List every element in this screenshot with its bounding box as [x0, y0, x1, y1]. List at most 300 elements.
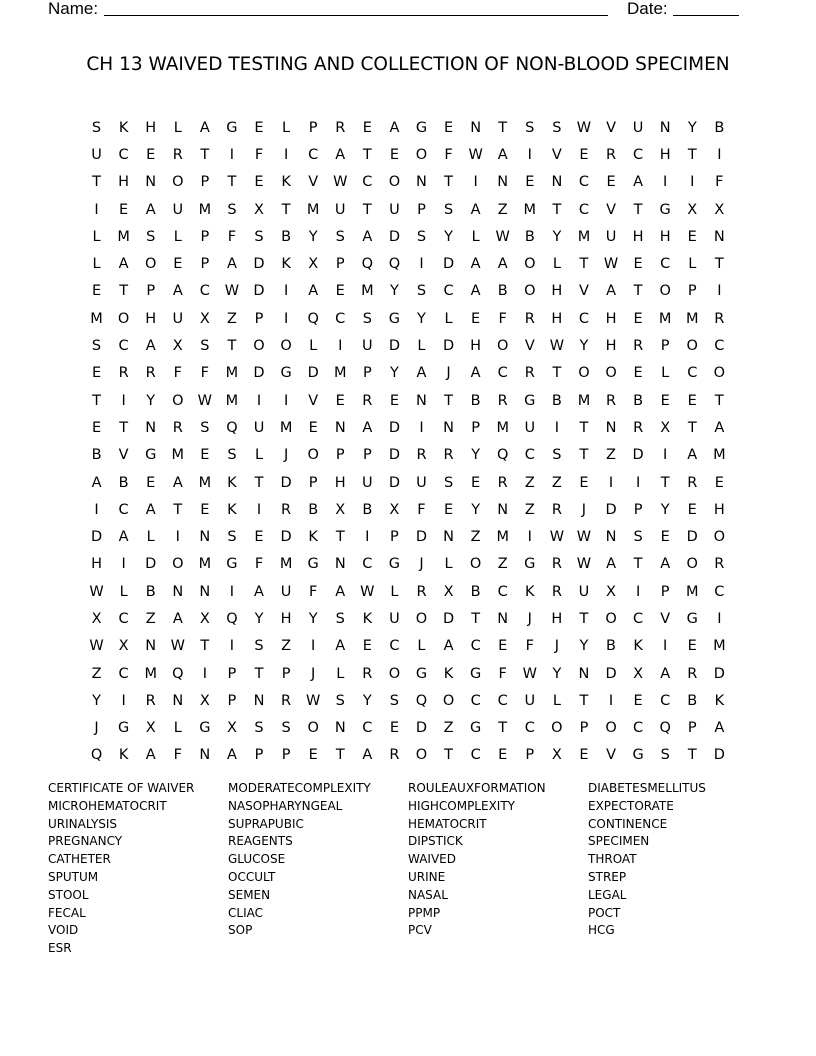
- grid-letter: P: [254, 310, 264, 327]
- grid-letter: I: [283, 392, 289, 409]
- grid-letter: M: [144, 665, 157, 682]
- grid-letter: S: [552, 119, 562, 136]
- grid-letter: M: [198, 556, 212, 573]
- grid-letter: I: [283, 146, 289, 163]
- grid-letter: E: [443, 501, 454, 518]
- grid-letter: C: [308, 146, 319, 163]
- grid-letter: T: [579, 447, 589, 464]
- grid-letter: P: [362, 447, 372, 464]
- grid-letter: T: [281, 201, 291, 218]
- grid-letter: E: [498, 747, 508, 764]
- date-field-line: [673, 15, 739, 16]
- grid-letter: J: [419, 556, 424, 573]
- grid-letter: O: [388, 665, 401, 682]
- grid-letter: T: [552, 201, 562, 218]
- grid-letter: T: [200, 638, 210, 655]
- grid-letter: R: [714, 310, 725, 327]
- grid-letter: A: [497, 256, 508, 273]
- name-label: Name:: [48, 0, 99, 18]
- grid-letter: I: [256, 501, 262, 518]
- grid-letter: A: [145, 338, 156, 355]
- grid-letter: Y: [146, 392, 156, 409]
- grid-letter: H: [145, 119, 157, 136]
- grid-letter: C: [524, 447, 535, 464]
- grid-letter: E: [660, 392, 670, 409]
- grid-letter: T: [119, 283, 129, 300]
- grid-letter: I: [311, 638, 316, 655]
- grid-letter: Y: [389, 283, 399, 300]
- grid-letter: R: [362, 392, 373, 409]
- grid-letter: Y: [471, 447, 481, 464]
- grid-letter: R: [281, 501, 292, 518]
- grid-letter: S: [416, 283, 427, 300]
- grid-letter: D: [280, 529, 292, 546]
- grid-letter: U: [362, 338, 373, 355]
- grid-letter: I: [635, 583, 641, 600]
- grid-letter: X: [551, 747, 562, 764]
- word-bank-item: HCG: [588, 923, 615, 938]
- word-bank-item: CERTIFICATE OF WAIVER: [48, 781, 195, 795]
- grid-letter: T: [92, 392, 101, 409]
- grid-letter: H: [334, 474, 346, 491]
- grid-letter: J: [527, 610, 532, 627]
- grid-letter: N: [470, 119, 482, 136]
- grid-letter: E: [91, 365, 102, 382]
- grid-letter: T: [633, 283, 643, 300]
- grid-letter: Z: [606, 447, 616, 464]
- grid-letter: N: [253, 692, 265, 709]
- grid-letter: R: [118, 365, 129, 382]
- grid-letter: E: [362, 638, 372, 655]
- word-bank-item: SPECIMEN: [588, 834, 650, 849]
- grid-letter: N: [172, 692, 184, 709]
- grid-letter: L: [146, 529, 155, 546]
- grid-letter: D: [415, 529, 428, 546]
- grid-letter: A: [362, 228, 373, 245]
- grid-letter: F: [498, 665, 507, 682]
- grid-letter: A: [172, 610, 183, 627]
- grid-letter: K: [714, 692, 725, 709]
- grid-letter: W: [576, 529, 592, 546]
- grid-letter: L: [444, 556, 453, 573]
- grid-letter: B: [470, 392, 481, 409]
- grid-letter: L: [552, 692, 561, 709]
- grid-letter: A: [660, 556, 671, 573]
- grid-letter: W: [89, 583, 104, 600]
- grid-letter: D: [632, 447, 644, 464]
- grid-letter: P: [227, 692, 237, 709]
- grid-row: [83, 223, 733, 250]
- grid-letter: P: [308, 474, 318, 491]
- grid-letter: A: [308, 283, 319, 300]
- grid-letter: S: [389, 692, 399, 709]
- grid-letter: R: [145, 365, 156, 382]
- grid-letter: X: [172, 338, 183, 355]
- grid-letter: N: [605, 419, 617, 436]
- grid-letter: D: [388, 228, 400, 245]
- grid-letter: R: [551, 501, 562, 518]
- word-bank-item: URINALYSIS: [48, 816, 118, 831]
- word-bank: [48, 780, 788, 958]
- grid-letter: X: [226, 720, 237, 737]
- grid-letter: Q: [90, 747, 103, 764]
- grid-letter: E: [254, 174, 264, 191]
- grid-letter: X: [687, 201, 698, 218]
- grid-letter: P: [227, 665, 237, 682]
- grid-letter: O: [144, 256, 157, 273]
- grid-letter: R: [145, 692, 156, 709]
- word-bank-item: ROULEAUXFORMATION: [408, 781, 546, 795]
- grid-letter: D: [605, 665, 617, 682]
- grid-letter: O: [253, 338, 265, 355]
- grid-letter: O: [713, 365, 726, 382]
- grid-letter: E: [389, 146, 399, 163]
- grid-letter: D: [388, 419, 400, 436]
- grid-letter: H: [632, 228, 644, 245]
- word-bank-item: LEGAL: [588, 887, 627, 902]
- grid-letter: A: [470, 365, 481, 382]
- grid-letter: D: [388, 447, 400, 464]
- grid-letter: T: [579, 610, 589, 627]
- grid-letter: X: [118, 638, 129, 655]
- grid-letter: A: [362, 747, 373, 764]
- grid-letter: V: [606, 201, 616, 218]
- grid-letter: R: [551, 583, 562, 600]
- grid-letter: K: [525, 583, 535, 600]
- grid-letter: T: [633, 201, 643, 218]
- grid-letter: T: [687, 146, 697, 163]
- grid-letter: S: [200, 338, 210, 355]
- grid-letter: E: [335, 392, 345, 409]
- grid-letter: E: [254, 119, 264, 136]
- grid-letter: I: [663, 174, 668, 191]
- grid-letter: F: [498, 310, 507, 327]
- grid-letter: R: [362, 665, 373, 682]
- grid-letter: R: [633, 419, 644, 436]
- word-bank-item: SPUTUM: [48, 869, 99, 884]
- grid-letter: U: [334, 201, 346, 218]
- grid-letter: Y: [579, 638, 589, 655]
- grid-letter: U: [91, 146, 102, 163]
- grid-letter: X: [714, 201, 725, 218]
- grid-letter: N: [497, 174, 509, 191]
- grid-letter: F: [173, 747, 182, 764]
- grid-letter: L: [119, 583, 128, 600]
- grid-letter: G: [524, 556, 536, 573]
- grid-letter: V: [606, 119, 616, 136]
- grid-letter: P: [308, 119, 318, 136]
- grid-letter: T: [714, 392, 724, 409]
- grid-letter: X: [389, 501, 400, 518]
- grid-letter: L: [688, 256, 697, 273]
- grid-letter: L: [309, 338, 318, 355]
- grid-letter: U: [389, 201, 400, 218]
- grid-letter: V: [308, 174, 319, 191]
- grid-letter: V: [524, 338, 535, 355]
- grid-letter: A: [497, 146, 508, 163]
- grid-letter: M: [198, 474, 212, 491]
- grid-letter: Z: [443, 720, 454, 737]
- grid-letter: Q: [361, 256, 374, 273]
- grid-letter: W: [549, 338, 565, 355]
- grid-letter: R: [497, 474, 508, 491]
- grid-letter: E: [308, 419, 318, 436]
- grid-letter: H: [145, 310, 157, 327]
- grid-letter: I: [94, 501, 99, 518]
- grid-row: [83, 687, 733, 714]
- word-bank-column: [48, 780, 228, 958]
- grid-letter: O: [442, 692, 455, 709]
- grid-letter: C: [335, 310, 346, 327]
- grid-letter: I: [663, 447, 668, 464]
- grid-letter: O: [172, 556, 184, 573]
- grid-letter: S: [254, 638, 264, 655]
- grid-letter: C: [118, 146, 129, 163]
- grid-letter: S: [335, 228, 345, 245]
- grid-letter: H: [551, 283, 563, 300]
- grid-letter: O: [497, 338, 509, 355]
- grid-letter: F: [525, 638, 534, 655]
- grid-letter: T: [444, 747, 453, 764]
- grid-letter: I: [419, 419, 424, 436]
- grid-letter: C: [497, 692, 508, 709]
- word-bank-column: [228, 780, 408, 958]
- grid-letter: J: [446, 365, 451, 382]
- grid-letter: E: [146, 146, 156, 163]
- grid-letter: R: [605, 392, 617, 409]
- grid-letter: S: [633, 529, 643, 546]
- grid-letter: A: [335, 638, 346, 655]
- grid-row: [83, 523, 733, 550]
- grid-letter: I: [635, 474, 641, 491]
- grid-letter: S: [335, 692, 345, 709]
- grid-letter: R: [335, 119, 346, 136]
- grid-letter: A: [443, 638, 454, 655]
- grid-letter: P: [660, 338, 670, 355]
- grid-letter: R: [281, 692, 292, 709]
- grid-letter: Z: [524, 501, 535, 518]
- grid-letter: P: [362, 365, 372, 382]
- grid-letter: A: [91, 474, 102, 491]
- grid-letter: L: [92, 256, 101, 273]
- grid-letter: I: [94, 201, 99, 218]
- grid-letter: E: [335, 283, 345, 300]
- grid-letter: M: [225, 365, 239, 382]
- grid-letter: M: [225, 392, 239, 409]
- word-bank-item: FECAL: [48, 905, 86, 920]
- grid-letter: O: [280, 338, 292, 355]
- grid-letter: E: [660, 529, 670, 546]
- grid-letter: P: [579, 720, 589, 737]
- grid-letter: S: [91, 119, 102, 136]
- word-bank-column: [588, 780, 768, 958]
- grid-letter: F: [444, 146, 453, 163]
- grid-letter: A: [118, 256, 129, 273]
- grid-letter: D: [388, 474, 400, 491]
- grid-letter: A: [335, 146, 346, 163]
- grid-letter: H: [118, 174, 130, 191]
- grid-letter: E: [91, 419, 102, 436]
- grid-letter: E: [633, 692, 643, 709]
- word-bank-item: URINE: [408, 869, 446, 884]
- grid-letter: E: [498, 638, 508, 655]
- grid-row: [83, 114, 733, 141]
- grid-letter: F: [715, 174, 724, 191]
- grid-letter: B: [687, 692, 698, 709]
- grid-letter: C: [118, 665, 129, 682]
- grid-letter: A: [172, 283, 183, 300]
- grid-letter: M: [279, 419, 293, 436]
- grid-letter: N: [578, 665, 590, 682]
- grid-letter: P: [200, 256, 210, 273]
- grid-letter: P: [687, 720, 697, 737]
- grid-letter: Z: [91, 665, 102, 682]
- grid-letter: C: [443, 283, 454, 300]
- grid-row: [83, 250, 733, 277]
- grid-letter: E: [714, 474, 724, 491]
- grid-letter: Q: [226, 419, 238, 436]
- grid-letter: I: [717, 283, 722, 300]
- grid-letter: V: [660, 610, 671, 627]
- grid-letter: H: [605, 310, 617, 327]
- grid-row: [83, 660, 733, 687]
- grid-letter: B: [497, 283, 508, 300]
- grid-letter: Q: [172, 665, 184, 682]
- grid-row: [83, 578, 733, 605]
- grid-letter: X: [199, 692, 210, 709]
- grid-letter: B: [281, 228, 292, 245]
- grid-letter: O: [415, 146, 428, 163]
- grid-letter: B: [118, 474, 129, 491]
- grid-letter: N: [199, 529, 211, 546]
- grid-letter: D: [253, 283, 265, 300]
- grid-letter: N: [416, 392, 427, 409]
- grid-letter: V: [606, 747, 616, 764]
- grid-letter: U: [578, 583, 590, 600]
- grid-letter: I: [338, 338, 343, 355]
- grid-letter: P: [417, 201, 426, 218]
- grid-letter: K: [633, 638, 643, 655]
- grid-letter: P: [200, 174, 210, 191]
- grid-letter: Y: [254, 610, 264, 627]
- grid-letter: P: [254, 747, 264, 764]
- grid-letter: S: [443, 474, 454, 491]
- grid-letter: L: [254, 447, 264, 464]
- grid-letter: X: [254, 201, 264, 218]
- grid-letter: S: [660, 747, 670, 764]
- grid-letter: O: [659, 283, 671, 300]
- grid-letter: L: [173, 720, 182, 737]
- grid-letter: W: [576, 556, 592, 573]
- grid-letter: T: [200, 146, 210, 163]
- word-bank-column: [408, 780, 588, 958]
- grid-letter: I: [283, 310, 289, 327]
- grid-letter: T: [444, 174, 453, 191]
- grid-letter: O: [524, 256, 536, 273]
- grid-letter: D: [388, 338, 400, 355]
- grid-letter: I: [690, 174, 695, 191]
- grid-letter: K: [281, 174, 291, 191]
- grid-row: [83, 414, 733, 441]
- grid-letter: D: [280, 474, 292, 491]
- grid-letter: C: [578, 310, 589, 327]
- grid-letter: N: [497, 501, 509, 518]
- grid-letter: A: [416, 365, 427, 382]
- grid-letter: C: [660, 692, 671, 709]
- grid-letter: L: [471, 228, 480, 245]
- grid-letter: S: [525, 119, 535, 136]
- grid-letter: B: [91, 447, 102, 464]
- grid-letter: C: [497, 365, 508, 382]
- grid-letter: S: [91, 338, 102, 355]
- grid-letter: H: [659, 146, 671, 163]
- grid-row: [83, 332, 733, 359]
- grid-letter: R: [714, 556, 725, 573]
- grid-letter: M: [171, 447, 185, 464]
- grid-letter: L: [552, 256, 561, 273]
- grid-letter: G: [659, 201, 671, 218]
- grid-letter: F: [254, 146, 264, 163]
- grid-row: [83, 742, 733, 769]
- grid-letter: H: [551, 310, 563, 327]
- grid-letter: F: [254, 556, 264, 573]
- grid-letter: T: [227, 174, 237, 191]
- grid-letter: U: [280, 583, 292, 600]
- grid-letter: W: [522, 665, 537, 682]
- grid-letter: R: [416, 447, 427, 464]
- grid-letter: X: [443, 583, 454, 600]
- grid-letter: E: [687, 638, 697, 655]
- grid-letter: E: [579, 747, 589, 764]
- grid-letter: E: [687, 392, 697, 409]
- word-bank-item: STOOL: [48, 887, 89, 902]
- grid-letter: I: [608, 474, 614, 491]
- grid-letter: Q: [415, 692, 428, 709]
- grid-letter: H: [280, 610, 292, 627]
- grid-letter: A: [226, 256, 237, 273]
- grid-row: [83, 169, 733, 196]
- grid-letter: Y: [552, 228, 562, 245]
- grid-letter: P: [390, 529, 399, 546]
- grid-letter: G: [388, 310, 401, 327]
- grid-letter: W: [305, 692, 321, 709]
- grid-letter: A: [226, 747, 237, 764]
- word-bank-item: PPMP: [408, 905, 441, 920]
- grid-letter: Y: [552, 665, 562, 682]
- word-bank-item: SUPRAPUBIC: [228, 816, 304, 831]
- grid-letter: J: [283, 447, 289, 464]
- word-bank-item: MICROHEMATOCRIT: [48, 798, 167, 813]
- grid-letter: R: [524, 310, 535, 327]
- grid-row: [83, 715, 733, 742]
- word-bank-item: SEMEN: [228, 887, 271, 902]
- grid-letter: S: [146, 228, 156, 245]
- grid-letter: U: [362, 474, 373, 491]
- grid-letter: D: [253, 365, 265, 382]
- grid-letter: G: [307, 556, 319, 573]
- grid-letter: R: [416, 583, 427, 600]
- grid-letter: H: [91, 556, 102, 573]
- grid-letter: R: [524, 365, 535, 382]
- grid-letter: Y: [362, 692, 372, 709]
- grid-letter: C: [118, 338, 129, 355]
- grid-letter: N: [605, 529, 617, 546]
- date-label: Date:: [627, 0, 668, 18]
- grid-letter: B: [714, 119, 725, 136]
- word-bank-item: HEMATOCRIT: [408, 816, 487, 831]
- grid-letter: P: [281, 747, 291, 764]
- grid-letter: G: [199, 720, 211, 737]
